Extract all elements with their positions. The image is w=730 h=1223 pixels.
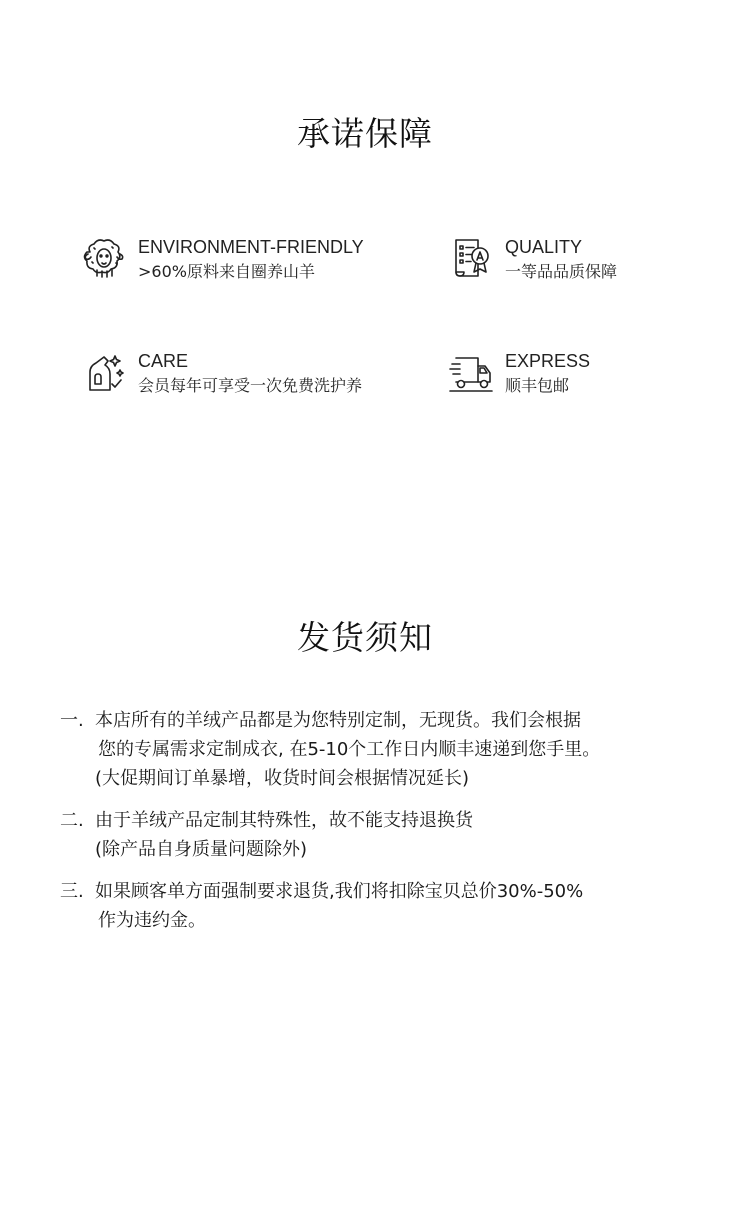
feature-en-label: CARE [138, 351, 189, 371]
notice-number: 二. [60, 810, 84, 831]
notice-line: (除产品自身质量问题除外) [95, 839, 308, 860]
sheep-icon [82, 236, 126, 280]
shipping-notice-item [60, 806, 700, 864]
notice-line: 本店所有的羊绒产品都是为您特别定制，无现货。我们会根据 [95, 710, 581, 731]
notice-number: 一. [60, 710, 84, 731]
notice-line: 如果顾客单方面强制要求退货,我们将扣除宝贝总价30%-50% [95, 881, 584, 902]
feature-en-label: EXPRESS [505, 351, 591, 371]
notice-number: 三. [60, 881, 84, 902]
delivery-truck-icon [449, 350, 493, 394]
shipping-notice-item [60, 877, 700, 935]
feature-care [82, 350, 362, 397]
shipping-section-title: 发货须知 [297, 618, 433, 657]
quality-certificate-icon [449, 236, 493, 280]
feature-cn-label: >60%原料来自圈养山羊 [138, 262, 315, 281]
care-sparkle-icon [82, 350, 126, 394]
notice-line: 作为违约金。 [98, 910, 206, 931]
feature-cn-label: 会员每年可享受一次免费洗护养 [138, 376, 363, 395]
notice-line: 您的专属需求定制成衣, 在5-10个工作日内顺丰速递到您手里。 [98, 739, 601, 760]
feature-cn-label: 顺丰包邮 [505, 376, 570, 395]
promise-section-title: 承诺保障 [297, 114, 433, 153]
feature-cn-label: 一等品品质保障 [505, 262, 618, 281]
feature-express [449, 350, 590, 397]
notice-line: (大促期间订单暴增，收货时间会根据情况延长) [95, 768, 470, 789]
shipping-notice-item [60, 706, 700, 793]
feature-en-label: ENVIRONMENT-FRIENDLY [138, 237, 364, 257]
feature-environment-friendly [82, 236, 364, 283]
feature-quality [449, 236, 617, 283]
feature-en-label: QUALITY [505, 237, 583, 257]
notice-line: 由于羊绒产品定制其特殊性，故不能支持退换货 [95, 810, 473, 831]
